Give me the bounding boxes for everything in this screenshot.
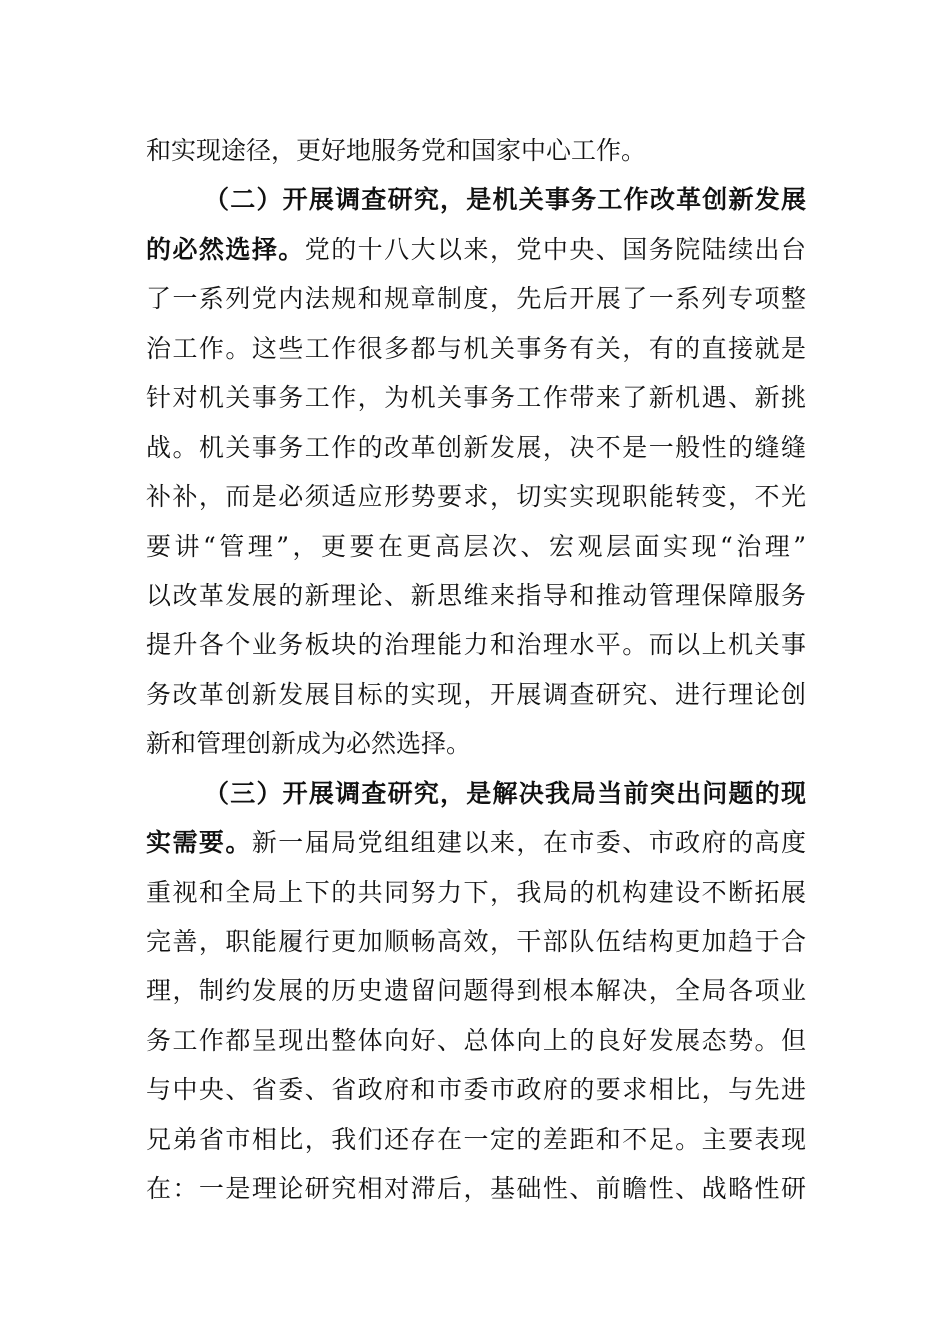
text-line (146, 423, 806, 472)
text-line (146, 917, 806, 966)
text-line (146, 522, 806, 571)
text-line (146, 274, 806, 323)
line-text: 兄弟省市相比，我们还存在一定的差距和不足。主要表现 (146, 1124, 806, 1154)
bold-heading: 的必然选择。 (146, 234, 305, 264)
line-text: 务工作都呈现出整体向好、总体向上的良好发展态势。但 (146, 1025, 806, 1055)
line-text: 党的十八大以来，党中央、国务院陆续出台 (304, 234, 806, 264)
text-line (146, 719, 806, 768)
line-text: 新和管理创新成为必然选择。 (146, 729, 472, 759)
bold-heading: （三）开展调查研究，是解决我局当前突出问题的现 (204, 778, 806, 808)
line-text: 理，制约发展的历史遗留问题得到根本解决，全局各项业 (146, 976, 806, 1006)
line-text: 战。机关事务工作的改革创新发展，决不是一般性的缝缝 (146, 432, 806, 462)
text-line (146, 175, 806, 224)
text-line (146, 225, 806, 274)
text-line (146, 868, 806, 917)
line-text: 务改革创新发展目标的实现，开展调查研究、进行理论创 (146, 679, 806, 709)
text-line (146, 1016, 806, 1065)
text-line (146, 1115, 806, 1164)
text-line (146, 126, 806, 175)
text-line (146, 373, 806, 422)
line-text: 针对机关事务工作，为机关事务工作带来了新机遇、新挑 (146, 383, 806, 413)
body-text (146, 126, 806, 1214)
line-text: 以改革发展的新理论、新思维来指导和推动管理保障服务 (146, 580, 806, 610)
text-line (146, 670, 806, 719)
text-line (146, 571, 806, 620)
line-text: 要讲“管理”，更要在更高层次、宏观层面实现“治理” (146, 531, 806, 561)
line-text: 与中央、省委、省政府和市委市政府的要求相比，与先进 (146, 1075, 806, 1105)
text-line (146, 1065, 806, 1114)
text-line (146, 818, 806, 867)
line-text: 治工作。这些工作很多都与机关事务有关，有的直接就是 (146, 333, 806, 363)
text-line (146, 966, 806, 1015)
text-line (146, 324, 806, 373)
line-text: 了一系列党内法规和规章制度，先后开展了一系列专项整 (146, 284, 806, 314)
line-text: 补补，而是必须适应形势要求，切实实现职能转变，不光 (146, 482, 806, 512)
line-text: 新一届局党组组建以来，在市委、市政府的高度 (251, 828, 806, 858)
line-text: 提升各个业务板块的治理能力和治理水平。而以上机关事 (146, 630, 806, 660)
line-text: 和实现途径，更好地服务党和国家中心工作。 (146, 136, 647, 165)
text-line (146, 620, 806, 669)
bold-heading: 实需要。 (146, 828, 252, 858)
text-line (146, 769, 806, 818)
line-text: 在：一是理论研究相对滞后，基础性、前瞻性、战略性研 (146, 1174, 806, 1204)
text-line (146, 1164, 806, 1213)
line-text: 重视和全局上下的共同努力下，我局的机构建设不断拓展 (146, 877, 806, 907)
bold-heading: （二）开展调查研究，是机关事务工作改革创新发展 (204, 185, 806, 215)
text-line (146, 472, 806, 521)
line-text: 完善，职能履行更加顺畅高效，干部队伍结构更加趋于合 (146, 927, 806, 956)
